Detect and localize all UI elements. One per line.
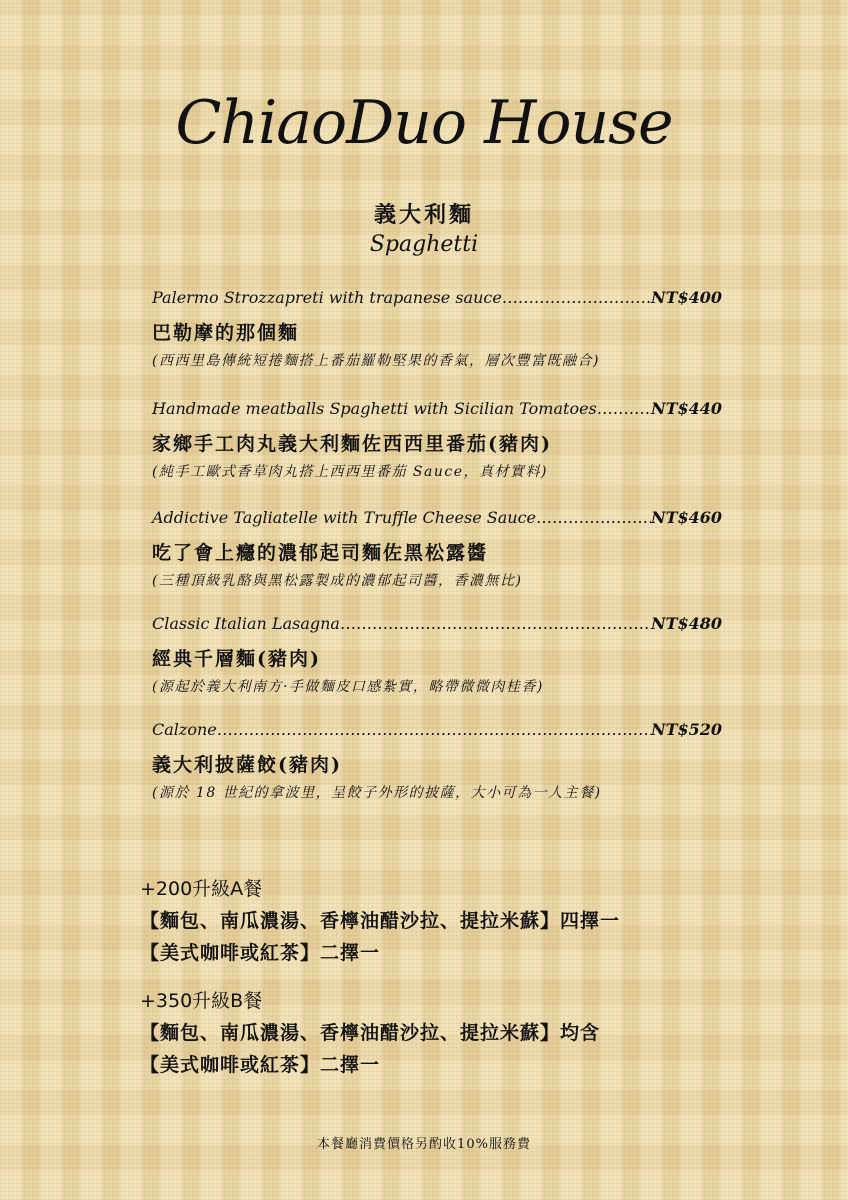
menu-item-description: (純手工歐式香草肉丸搭上西西里番茄 Sauce，真材實料) <box>152 464 548 480</box>
menu-item-name-en: Handmade meatballs Spaghetti with Sicilian Tomatoes <box>152 399 597 418</box>
upgrade-option-line: 【美式咖啡或紅茶】二擇一 <box>140 1054 381 1076</box>
service-charge-note: 本餐廳消費價格另酌收10%服務費 <box>317 1137 531 1152</box>
menu-item-name-zh: 義大利披薩餃(豬肉) <box>152 754 342 776</box>
menu-item-palermo <box>152 288 722 370</box>
menu-item-name-row <box>152 399 722 423</box>
menu-item-meatballs <box>152 399 722 481</box>
upgrade-option-line: 【麵包、南瓜濃湯、香檸油醋沙拉、提拉米蘇】均含 <box>140 1022 601 1044</box>
menu-item-description: (源於 18 世紀的拿波里，呈餃子外形的披薩，大小可為一人主餐) <box>152 785 602 801</box>
menu-item-price: NT$440 <box>650 399 722 418</box>
section-title-en: Spaghetti <box>369 232 479 257</box>
menu-item-name-en: Calzone <box>152 720 217 739</box>
menu-item-name-zh: 經典千層麵(豬肉) <box>152 648 321 670</box>
menu-item-name-row <box>152 614 722 638</box>
menu-item-name-zh: 巴勒摩的那個麵 <box>152 322 300 344</box>
menu-item-price: NT$520 <box>650 720 722 739</box>
menu-item-tagliatelle <box>152 508 722 590</box>
leader-dots <box>597 399 651 418</box>
menu-item-name-zh: 吃了會上癮的濃郁起司麵佐黑松露醬 <box>152 542 489 564</box>
menu-item-price: NT$460 <box>650 508 722 527</box>
leader-dots <box>502 288 651 307</box>
menu-item-name-zh: 家鄉手工肉丸義大利麵佐西西里番茄(豬肉) <box>152 433 552 455</box>
restaurant-title: ChiaoDuo House <box>175 88 673 158</box>
leader-dots <box>340 614 651 633</box>
menu-item-price: NT$480 <box>650 614 722 633</box>
menu-item-lasagna <box>152 614 722 696</box>
menu-item-name-row <box>152 288 722 312</box>
leader-dots <box>217 720 651 739</box>
menu-item-name-row <box>152 508 722 532</box>
upgrade-title: +200升級A餐 <box>140 878 263 900</box>
upgrade-set-a <box>140 874 760 968</box>
menu-item-name-en: Palermo Strozzapreti with trapanese sauce <box>152 288 502 307</box>
upgrade-option-line: 【美式咖啡或紅茶】二擇一 <box>140 942 381 964</box>
menu-item-description: (三種頂級乳酪與黑松露製成的濃郁起司醬，香濃無比) <box>152 573 523 589</box>
menu-item-price: NT$400 <box>650 288 722 307</box>
section-title-zh: 義大利麵 <box>373 202 474 228</box>
menu-item-name-en: Classic Italian Lasagna <box>152 614 340 633</box>
leader-dots <box>536 508 651 527</box>
menu-item-name-en: Addictive Tagliatelle with Truffle Cheese Sauce <box>152 508 536 527</box>
upgrade-option-line: 【麵包、南瓜濃湯、香檸油醋沙拉、提拉米蘇】四擇一 <box>140 910 621 932</box>
menu-item-calzone <box>152 720 722 802</box>
menu-item-description: (西西里島傳統短捲麵搭上番茄羅勒堅果的香氣，層次豐富既融合) <box>152 353 600 369</box>
menu-item-description: (源起於義大利南方·手做麵皮口感紮實，略帶微微肉桂香) <box>152 679 544 695</box>
menu-item-name-row <box>152 720 722 744</box>
upgrade-set-b <box>140 986 760 1080</box>
upgrade-title: +350升級B餐 <box>140 990 263 1012</box>
